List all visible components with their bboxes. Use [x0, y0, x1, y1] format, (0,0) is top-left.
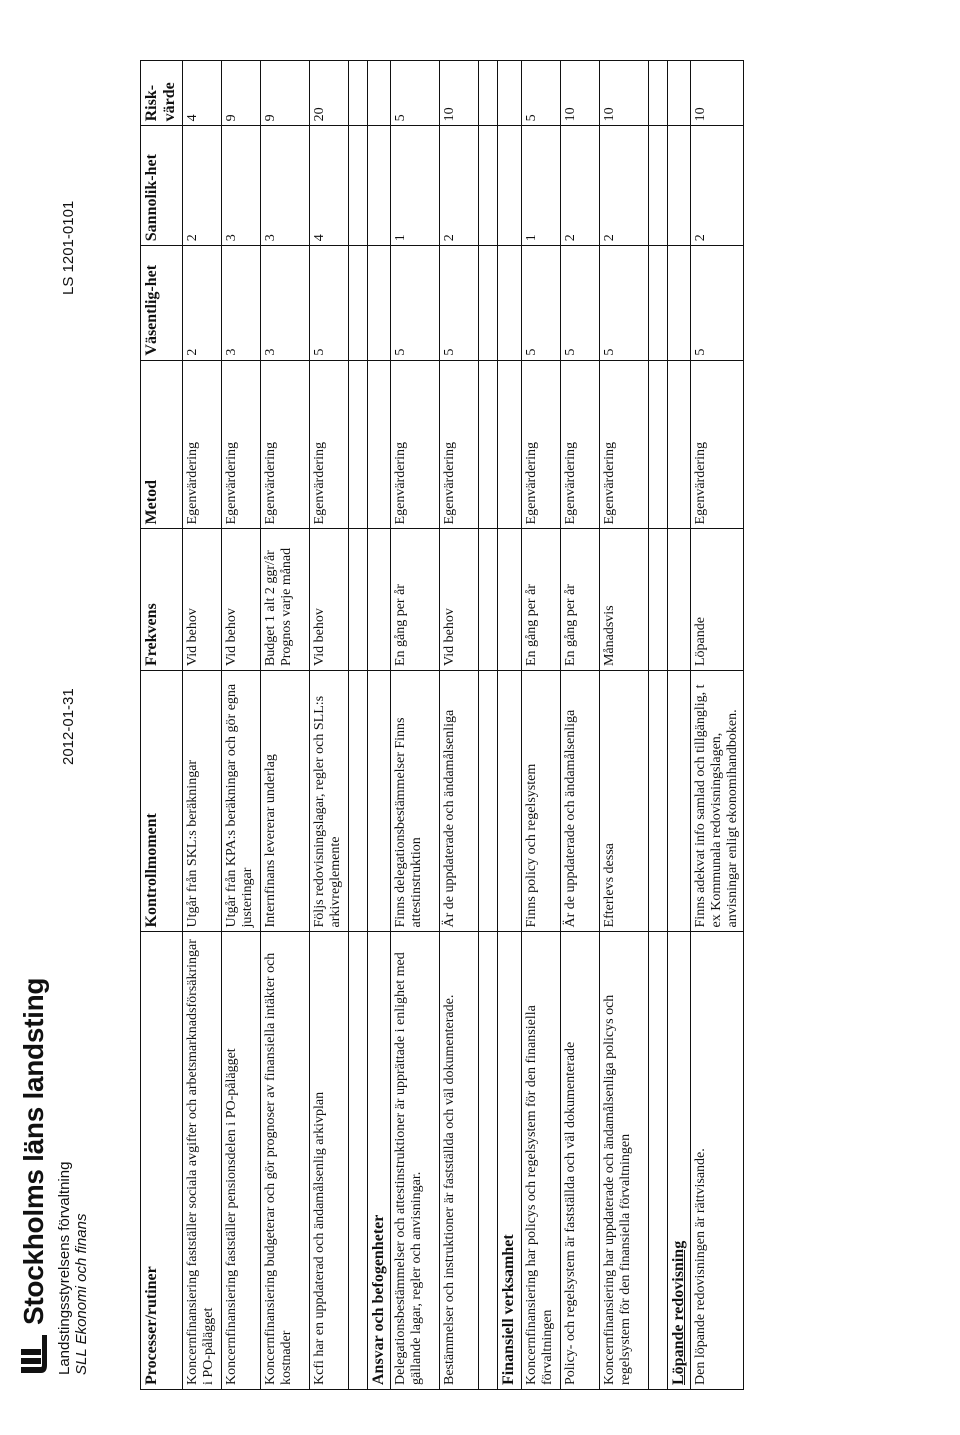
- table-row: [260, 61, 309, 1390]
- cell-sannolikhet: 1: [391, 126, 440, 246]
- table-row: [599, 61, 648, 1390]
- cell-vasentlighet: 3: [260, 246, 309, 360]
- cell-metod: Egenvärdering: [690, 360, 743, 529]
- section-title-ansvar: Ansvar och befogenheter: [367, 932, 390, 1390]
- cell-riskvarde: 9: [221, 61, 260, 126]
- table-row: [221, 61, 260, 1390]
- cell-frekvens: Budget 1 alt 2 ggr/år Prognos varje månad: [260, 529, 309, 671]
- cell-vasentlighet: 5: [391, 246, 440, 360]
- cell-vasentlighet: 5: [599, 246, 648, 360]
- cell-kontroll: Finns policy och regelsystem: [521, 671, 560, 932]
- cell-frekvens: Löpande: [690, 529, 743, 671]
- cell-frekvens: En gång per år: [391, 529, 440, 671]
- cell-sannolikhet: 2: [690, 126, 743, 246]
- cell-process: Koncernfinansiering fastställer sociala avgifter och arbetsmarknadsförsäkringar i PO-pålägget: [182, 932, 221, 1390]
- cell-riskvarde: 10: [440, 61, 479, 126]
- cell-riskvarde: 9: [260, 61, 309, 126]
- col-frekvens: Frekvens: [141, 529, 183, 671]
- section-row: [498, 61, 521, 1390]
- letterhead: [18, 978, 90, 1375]
- cell-metod: Egenvärdering: [521, 360, 560, 529]
- cell-process: Koncernfinansiering har uppdaterade och ändamålsenliga policys och regelsystem för den finansiella förvaltningen: [599, 932, 648, 1390]
- cell-kontroll: Följs redovisningslagar, regler och SLL:s arkivreglemente: [309, 671, 348, 932]
- section-row: [667, 61, 690, 1390]
- sll-logo-icon: [19, 1333, 49, 1375]
- cell-metod: Egenvärdering: [309, 360, 348, 529]
- cell-sannolikhet: 2: [182, 126, 221, 246]
- cell-process: Policy- och regelsystem är fastställda och väl dokumenterade: [560, 932, 599, 1390]
- cell-riskvarde: 4: [182, 61, 221, 126]
- table-row: [690, 61, 743, 1390]
- cell-riskvarde: 10: [690, 61, 743, 126]
- cell-riskvarde: 10: [560, 61, 599, 126]
- table-row: [182, 61, 221, 1390]
- unit: SLL Ekonomi och finans: [73, 1213, 90, 1375]
- cell-sannolikhet: 2: [599, 126, 648, 246]
- spacer-row: [479, 61, 498, 1390]
- cell-kontroll: Finns adekvat info samlad och tillgänglig, t ex Kommunala redovisningslagen, anvisningar enligt ekonomihandboken.: [690, 671, 743, 932]
- cell-kontroll: Utgår från KPA:s beräkningar och gör egna justeringar: [221, 671, 260, 932]
- section-title-finansiell: Finansiell verksamhet: [498, 932, 521, 1390]
- cell-process: Koncernfinansiering budgeterar och gör prognoser av finansiella intäkter och kostnader: [260, 932, 309, 1390]
- cell-frekvens: Vid behov: [182, 529, 221, 671]
- cell-riskvarde: 5: [391, 61, 440, 126]
- table-row: [391, 61, 440, 1390]
- cell-sannolikhet: 3: [221, 126, 260, 246]
- cell-frekvens: Månadsvis: [599, 529, 648, 671]
- header-row: [141, 61, 183, 1390]
- spacer-row: [648, 61, 667, 1390]
- cell-metod: Egenvärdering: [560, 360, 599, 529]
- cell-vasentlighet: 3: [221, 246, 260, 360]
- cell-sannolikhet: 4: [309, 126, 348, 246]
- org-name: Stockholms läns landsting: [18, 977, 49, 1325]
- cell-process: Den löpande redovisningen är rättvisande.: [690, 932, 743, 1390]
- col-vasentlighet: Väsentlig-het: [141, 246, 183, 360]
- logo: [18, 978, 50, 1375]
- table-row: [560, 61, 599, 1390]
- cell-frekvens: En gång per år: [560, 529, 599, 671]
- cell-riskvarde: 10: [599, 61, 648, 126]
- cell-vasentlighet: 5: [309, 246, 348, 360]
- department: Landstingsstyrelsens förvaltning: [56, 1161, 73, 1375]
- col-kontrollmoment: Kontrollmoment: [141, 671, 183, 932]
- cell-frekvens: Vid behov: [221, 529, 260, 671]
- table-row: [440, 61, 479, 1390]
- cell-metod: Egenvärdering: [221, 360, 260, 529]
- cell-kontroll: Utgår från SKL:s beräkningar: [182, 671, 221, 932]
- cell-process: Delegationsbestämmelser och attestinstruktioner är upprättade i enlighet med gällande lagar, regler och anvisningar.: [391, 932, 440, 1390]
- cell-metod: Egenvärdering: [440, 360, 479, 529]
- cell-frekvens: Vid behov: [440, 529, 479, 671]
- section-row: [367, 61, 390, 1390]
- cell-kontroll: Internfinans levererar underlag: [260, 671, 309, 932]
- col-sannolikhet: Sannolik-het: [141, 126, 183, 246]
- cell-vasentlighet: 5: [690, 246, 743, 360]
- cell-sannolikhet: 2: [560, 126, 599, 246]
- col-metod: Metod: [141, 360, 183, 529]
- cell-metod: Egenvärdering: [182, 360, 221, 529]
- col-riskvarde: Risk-värde: [141, 61, 183, 126]
- col-processer: Processer/rutiner: [141, 932, 183, 1390]
- cell-metod: Egenvärdering: [391, 360, 440, 529]
- cell-process: Bestämmelser och instruktioner är fastställda och väl dokumenterade.: [440, 932, 479, 1390]
- document-date: 2012-01-31: [60, 688, 77, 765]
- spacer-row: [348, 61, 367, 1390]
- cell-riskvarde: 20: [309, 61, 348, 126]
- cell-metod: Egenvärdering: [260, 360, 309, 529]
- cell-kontroll: Är de uppdaterade och ändamålsenliga: [560, 671, 599, 932]
- cell-sannolikhet: 1: [521, 126, 560, 246]
- table-row: [309, 61, 348, 1390]
- cell-metod: Egenvärdering: [599, 360, 648, 529]
- cell-kontroll: Finns delegationsbestämmelser Finns attestinstruktion: [391, 671, 440, 932]
- cell-process: Koncernfinansiering fastställer pensionsdelen i PO-pålägget: [221, 932, 260, 1390]
- table-row: [521, 61, 560, 1390]
- cell-kontroll: Är de uppdaterade och ändamålsenliga: [440, 671, 479, 932]
- cell-frekvens: En gång per år: [521, 529, 560, 671]
- cell-vasentlighet: 2: [182, 246, 221, 360]
- cell-riskvarde: 5: [521, 61, 560, 126]
- cell-sannolikhet: 2: [440, 126, 479, 246]
- cell-vasentlighet: 5: [560, 246, 599, 360]
- cell-kontroll: Efterlevs dessa: [599, 671, 648, 932]
- cell-vasentlighet: 5: [521, 246, 560, 360]
- section-title-lopande: Löpande redovisning: [669, 1240, 687, 1385]
- cell-process: Kcfi har en uppdaterad och ändamålsenlig arkivplan: [309, 932, 348, 1390]
- cell-vasentlighet: 5: [440, 246, 479, 360]
- cell-frekvens: Vid behov: [309, 529, 348, 671]
- document-reference: LS 1201-0101: [60, 200, 77, 295]
- risk-table: [140, 60, 744, 1390]
- cell-sannolikhet: 3: [260, 126, 309, 246]
- cell-process: Koncernfinansiering har policys och regelsystem för den finansiella förvaltningen: [521, 932, 560, 1390]
